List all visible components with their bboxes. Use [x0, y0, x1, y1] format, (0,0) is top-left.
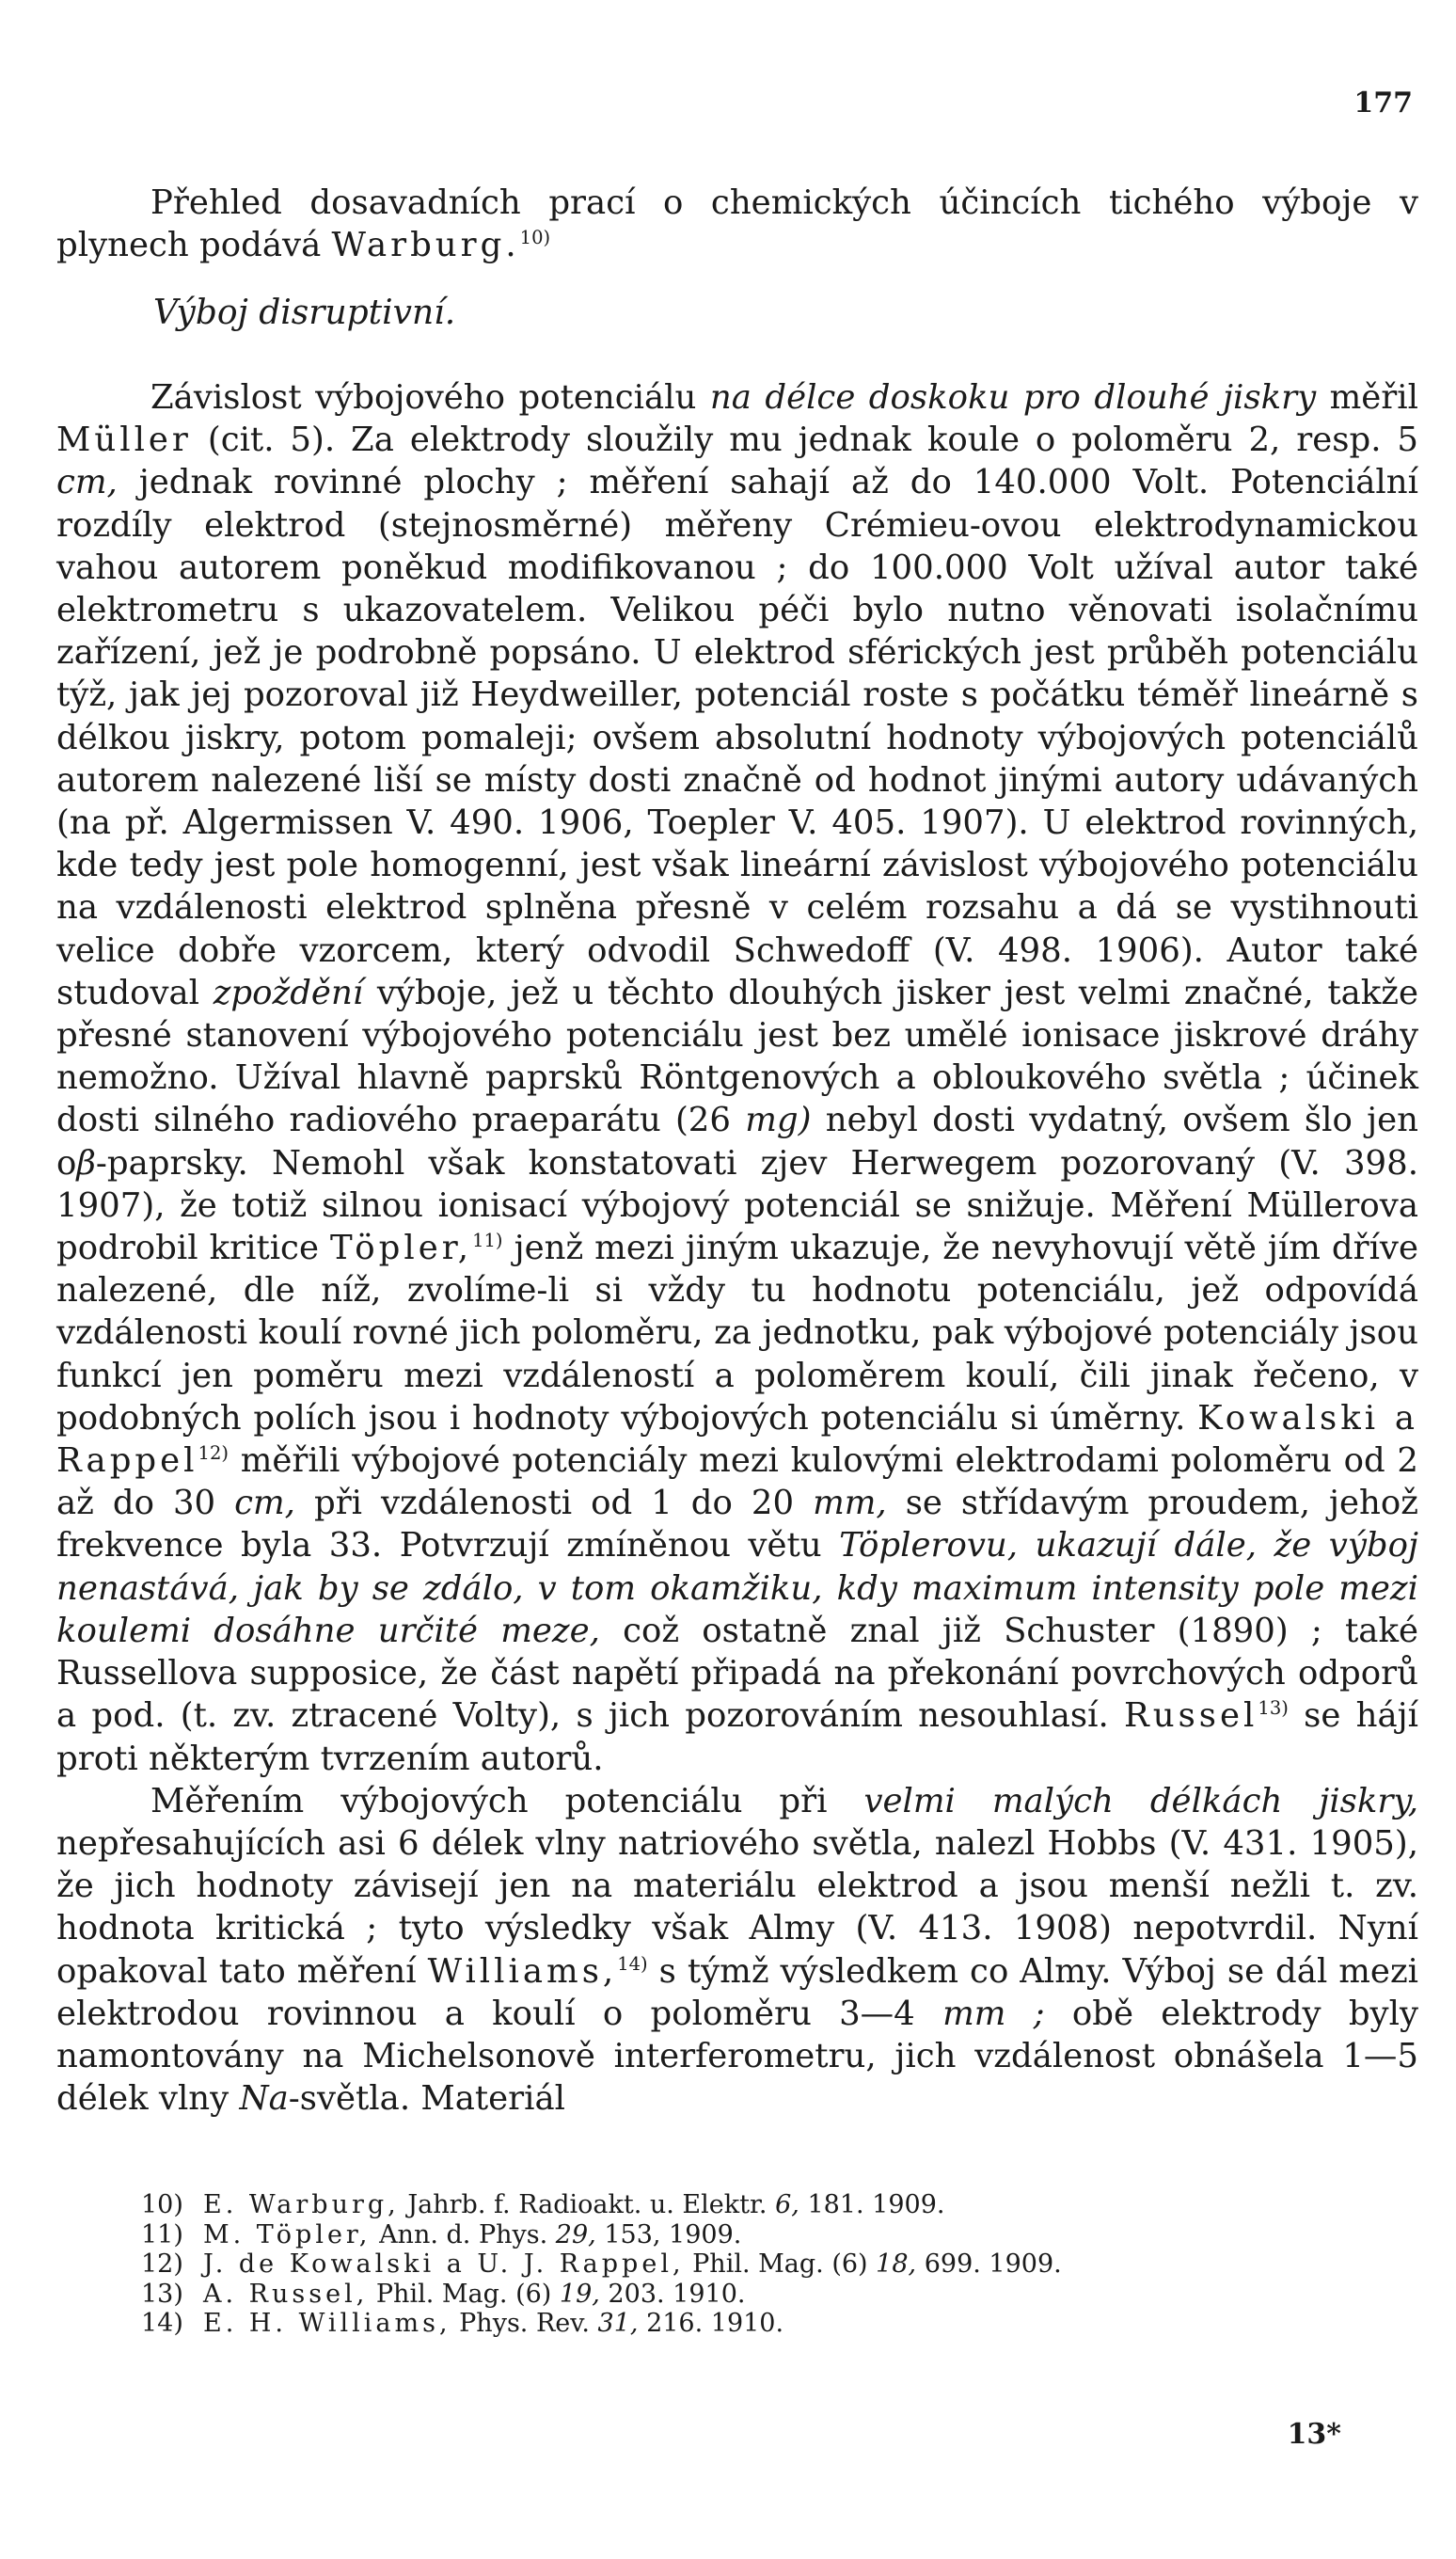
- footnote-ref: 14): [617, 1952, 648, 1975]
- footnote-number: 10): [141, 2190, 183, 2219]
- text-run: Měřením výbojových potenciálu při: [150, 1781, 828, 1820]
- footnote-pages: 699. 1909.: [924, 2249, 1062, 2279]
- author-name: Williams,: [427, 1951, 618, 1991]
- author-name: Warburg.: [331, 226, 520, 265]
- emphasis: na délce doskoku pro dlouhé jiskry: [709, 378, 1317, 417]
- text-run: (cit. 5). Za elektrody sloužily mu jednak koule o poloměru 2, resp. 5: [207, 421, 1418, 460]
- text-run: obě elektrody byly namontovány na Michelsonově interferometru, jich vzdálenost obnášela 1—5 délek vlny: [56, 1994, 1419, 2119]
- paragraph: [56, 376, 1418, 1780]
- intro-paragraph: [56, 182, 1418, 266]
- text-run: jednak rovinné plochy ; měření sahají až do 140.000 Volt. Potenciální rozdíly elektrod (stejnosměrné) měřeny Crémieu-ovou elektrodynamickou vahou autorem poněkud modifikovanou ; do 100.000 Volt užíval autor také elektrometru s ukazovatelem. Velikou péči bylo nutno věnovati isolačnímu zařízení, jež je podrobně popsáno. U elektrod sférických jest průběh potenciálu týž, jak jej pozoroval již Heydweiller, potenciál roste s počátku téměř lineárně s délkou jiskry, potom pomaleji; ovšem absolutní hodnoty výbojových potenciálů autorem nalezené liší se místy dosti značně od hodnot jinými autory udávaných (na př. Algermissen V. 490. 1906, Toepler V. 405. 1907). U elektrod rovinných, kde tedy jest pole homogenní, jest však lineární závislost výbojového potenciálu na vzdálenosti elektrod splněna přesně v celém rozsahu a dá se vystihnouti velice dobře vzorcem, který odvodil Schwedoff (V. 498. 1906). Autor také studoval: [56, 463, 1418, 1012]
- footnote-author: M. Töpler,: [203, 2219, 372, 2249]
- footnote-source: Ann. d. Phys.: [379, 2219, 548, 2249]
- text-run: -světla. Materiál: [288, 2079, 566, 2119]
- footnote-source: Jahrb. f. Radioakt. u. Elektr.: [407, 2190, 768, 2219]
- element-symbol: Na: [239, 2079, 289, 2119]
- footnote-pages: 203. 1910.: [608, 2279, 746, 2309]
- footnote: [141, 2280, 1364, 2310]
- text-run: se hájí proti některým tvrzením autorů.: [56, 1696, 1418, 1778]
- footnote-number: 14): [141, 2309, 183, 2338]
- footnote-pages: 181. 1909.: [807, 2190, 945, 2219]
- author-name: Müller: [56, 421, 192, 460]
- author-name: Töpler,: [329, 1229, 473, 1268]
- page-number: 177: [1353, 87, 1413, 119]
- paragraph: [56, 1780, 1418, 2121]
- intro-text: Přehled dosavadních prací o chemických účincích tichého výboje v plynech podává: [56, 183, 1418, 265]
- greek-symbol: β: [76, 1143, 96, 1183]
- unit: cm,: [56, 463, 118, 502]
- footnote-number: 12): [141, 2249, 183, 2279]
- footnote-author: J. de Kowalski a U. J. Rappel,: [203, 2249, 685, 2279]
- footnote-ref: 13): [1258, 1697, 1289, 1720]
- section-heading: Výboj disruptivní.: [153, 294, 456, 332]
- text-run: měřil: [1329, 378, 1418, 417]
- footnote-author: E. H. Williams,: [203, 2309, 451, 2338]
- footnote-author: E. Warburg,: [203, 2190, 400, 2219]
- footnote-source: Phys. Rev.: [459, 2309, 590, 2338]
- footnote-volume: 29,: [555, 2219, 596, 2249]
- emphasis: Töplerovu, ukazují dále, že výboj nenastává, jak by se zdálo, v tom okamžiku, kdy maximum intensity pole mezi koulemi dosáhne určité meze,: [56, 1526, 1418, 1650]
- footnote: [141, 2220, 1364, 2250]
- footnotes: [141, 2190, 1364, 2339]
- emphasis: zpoždění: [213, 973, 364, 1012]
- emphasis: velmi malých délkách jiskry,: [863, 1781, 1418, 1820]
- body-text: [56, 376, 1418, 2120]
- text-run: se střídavým proudem, jehož frekvence byla 33. Potvrzují zmíněnou větu: [56, 1484, 1418, 1566]
- footnote: [141, 2309, 1364, 2339]
- text-run: s týmž výsledkem co Almy. Výboj se dál mezi elektrodou rovinnou a koulí o poloměru 3—4: [56, 1951, 1419, 2033]
- footnote-number: 11): [141, 2219, 183, 2249]
- unit: cm,: [234, 1484, 295, 1523]
- signature-mark: 13*: [1287, 2418, 1341, 2451]
- footnote-volume: 6,: [775, 2190, 799, 2219]
- footnote-source: Phil. Mag. (6): [375, 2279, 552, 2309]
- text-run: měřili výbojové potenciály mezi kulovými elektrodami poloměru od 2 až do 30: [56, 1441, 1418, 1523]
- footnote-volume: 19,: [559, 2279, 600, 2309]
- text-run: nebyl dosti vydatný, ovšem šlo jen o: [56, 1101, 1418, 1183]
- author-name: Kowalski a Rappel: [56, 1398, 1418, 1481]
- footnote-source: Phil. Mag. (6): [692, 2249, 868, 2279]
- footnote: [141, 2249, 1364, 2280]
- footnote-volume: 31,: [597, 2309, 639, 2338]
- footnote: [141, 2190, 1364, 2220]
- unit: mm,: [813, 1484, 887, 1523]
- author-name: Russel: [1124, 1696, 1258, 1736]
- footnote-volume: 18,: [876, 2249, 917, 2279]
- footnote-ref: 10): [519, 227, 551, 249]
- text-run: -paprsky. Nemohl však konstatovati zjev Herwegem pozorovaný (V. 398. 1907), že totiž silnou ionisací výbojový potenciál se snižuje. Měření Müllerova podrobil kritice: [56, 1143, 1418, 1268]
- footnote-author: A. Russel,: [203, 2279, 369, 2309]
- unit: mg): [745, 1101, 812, 1140]
- footnote-ref: 12): [198, 1442, 229, 1465]
- text-run: což ostatně znal již Schuster (1890) ; také Russellova supposice, že část napětí připadá na překonání povrchových odporů a pod. (t. zv. ztracené Volty), s jich pozorováním nesouhlasí.: [56, 1611, 1418, 1736]
- text-run: nepřesahujících asi 6 délek vlny natriového světla, nalezl Hobbs (V. 431. 1905), že jich hodnoty závisejí jen na materiálu elektrod a jsou menší nežli t. zv. hodnota kritická ; tyto výsledky však Almy (V. 413. 1908) nepotvrdil. Nyní opakoval tato měření: [56, 1823, 1418, 1991]
- footnote-pages: 216. 1910.: [646, 2309, 784, 2338]
- footnote-pages: 153, 1909.: [604, 2219, 742, 2249]
- footnote-number: 13): [141, 2279, 183, 2309]
- text-run: při vzdálenosti od 1 do 20: [313, 1484, 795, 1523]
- footnote-ref: 11): [472, 1230, 503, 1252]
- text-run: jenž mezi jiným ukazuje, že nevyhovují větě jím dříve nalezené, dle níž, zvolíme-li si vždy tu hodnotu potenciálu, jež odpovídá vzdálenosti koulí rovné jich poloměru, za jednotku, pak výbojové potenciály jsou funkcí jen poměru mezi vzdáleností a poloměrem koulí, čili jinak řečeno, v podobných polích jsou i hodnoty výbojových potenciálu si úměrny.: [56, 1229, 1418, 1438]
- text-run: výboje, jež u těchto dlouhých jisker jest velmi značné, takže přesné stanovení výbojového potenciálu jest bez umělé ionisace jiskrové dráhy nemožno. Užíval hlavně paprsků Röntgenových a obloukového světla ; účinek dosti silného radiového praeparátu (26: [56, 973, 1418, 1140]
- unit: mm ;: [942, 1994, 1045, 2033]
- text-run: Závislost výbojového potenciálu: [150, 378, 697, 417]
